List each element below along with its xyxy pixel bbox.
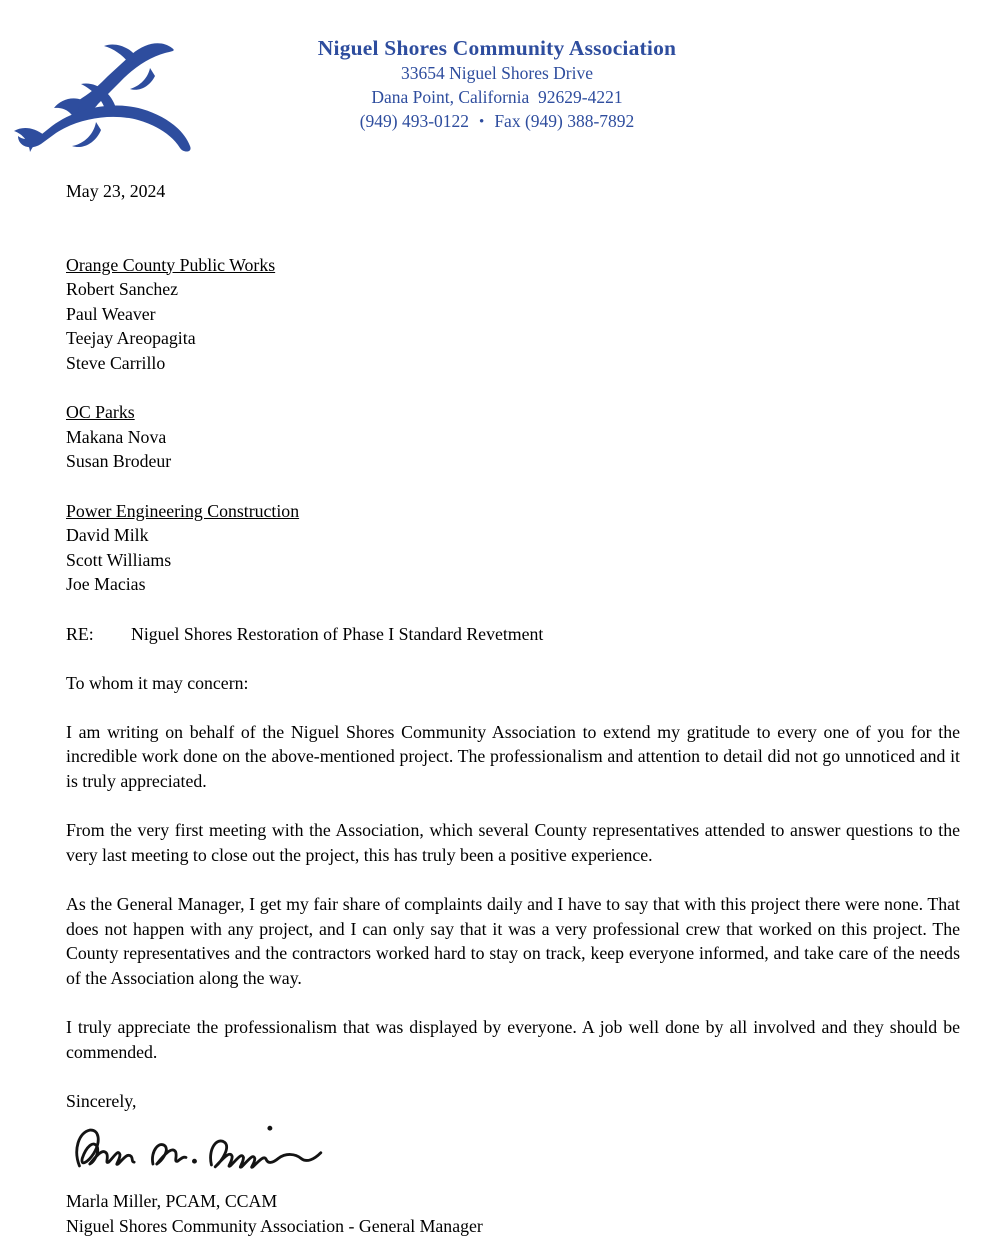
recipient-group-ocparks: [66, 400, 960, 474]
bullet-separator: •: [479, 114, 485, 130]
recipient-name: Robert Sanchez: [66, 279, 179, 300]
signature-block: [66, 1189, 960, 1238]
letter-body: [0, 179, 994, 1239]
recipient-name: Joe Macias: [66, 574, 146, 595]
body-paragraph-1: I am writing on behalf of the Niguel Shores Community Association to extend my gratitude to every one of you for the incredible work done on the above-mentioned project. The professionalism and attention to detail did not go unnoticed and it is truly appreciated.: [66, 721, 960, 792]
body-paragraph-4: I truly appreciate the professionalism that was displayed by everyone. A job well done by all involved and they should be commended.: [66, 1017, 960, 1062]
date: May 23, 2024: [66, 181, 166, 201]
recipient-name: Scott Williams: [66, 549, 172, 570]
re-line: [66, 622, 960, 647]
fax-number: Fax (949) 388-7892: [494, 111, 635, 131]
recipient-name: Paul Weaver: [66, 303, 156, 324]
re-label: RE:: [66, 623, 94, 644]
letterhead: [0, 0, 994, 135]
body-paragraph-3: As the General Manager, I get my fair share of complaints daily and I have to say that with this project there were none. That does not happen with any project, and I can only say that it was a very professional crew that worked on this project. The County representatives and the contractors worked hard to stay on track, keep everyone informed, and take care of the needs of the Association along the way.: [66, 894, 960, 988]
address-line-1: 33654 Niguel Shores Drive: [401, 63, 593, 83]
dolphins-logo-icon: [4, 34, 222, 156]
recipient-name: David Milk: [66, 525, 149, 546]
handwritten-signature: [68, 1115, 336, 1181]
recipient-organization: OC Parks: [66, 402, 135, 423]
recipient-group-power-engineering: [66, 499, 960, 597]
recipient-name: Susan Brodeur: [66, 451, 172, 472]
recipient-organization: Orange County Public Works: [66, 254, 276, 275]
org-name: Niguel Shores Community Association: [317, 36, 677, 60]
re-subject: Niguel Shores Restoration of Phase I Standard Revetment: [131, 623, 544, 644]
recipient-name: Makana Nova: [66, 426, 167, 447]
address-line-2: Dana Point, California 92629-4221: [371, 87, 623, 107]
closing: Sincerely,: [66, 1090, 137, 1111]
body-paragraph-2: From the very first meeting with the Association, which several County representatives attended to answer questions to the very last meeting to close out the project, this has truly been a positive experience.: [66, 820, 960, 865]
recipient-organization: Power Engineering Construction: [66, 500, 300, 521]
recipient-group-ocpw: [66, 253, 960, 376]
salutation: To whom it may concern:: [66, 672, 249, 693]
signer-title: Niguel Shores Community Association - General Manager: [66, 1215, 483, 1236]
recipient-name: Steve Carrillo: [66, 352, 166, 373]
phone-number: (949) 493-0122: [359, 111, 470, 131]
recipient-name: Teejay Areopagita: [66, 328, 196, 349]
signer-name: Marla Miller, PCAM, CCAM: [66, 1191, 278, 1212]
